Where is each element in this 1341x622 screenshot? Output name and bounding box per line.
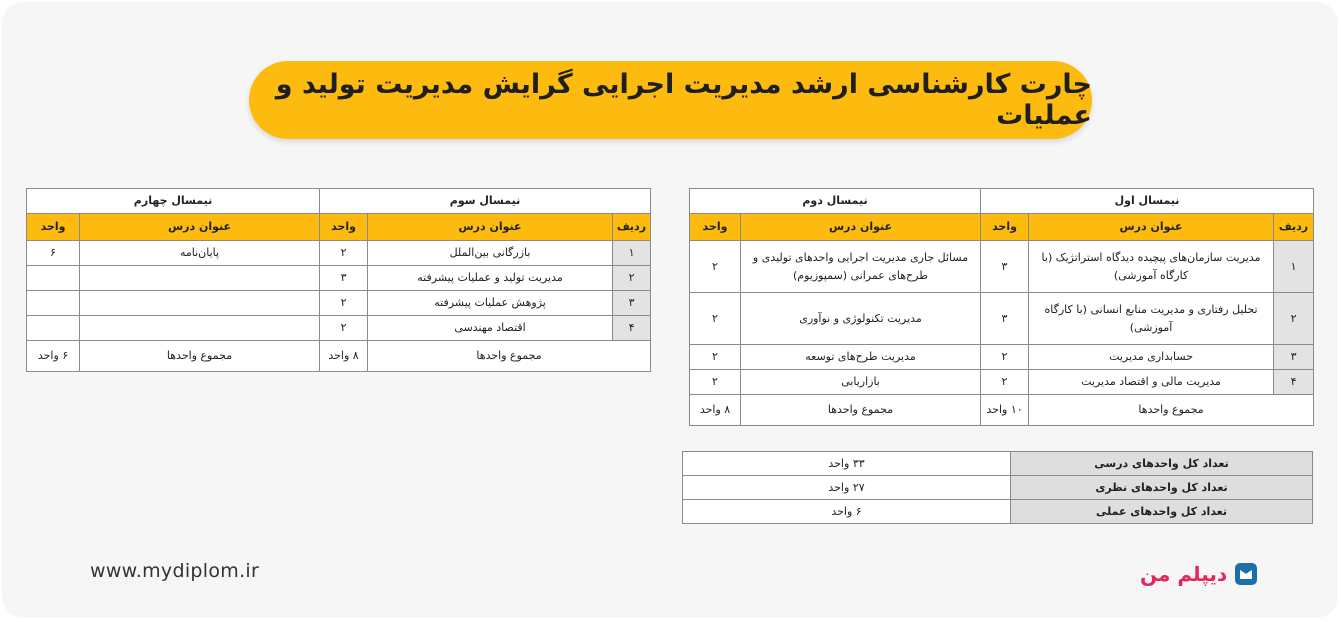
course-units bbox=[27, 316, 80, 341]
row-number: ۱ bbox=[613, 241, 651, 266]
unit-header: واحد bbox=[981, 214, 1029, 241]
course-units: ۲ bbox=[690, 241, 741, 293]
table-row bbox=[690, 345, 1314, 370]
sum-row bbox=[690, 395, 1314, 426]
semester1-heading: نیمسال اول bbox=[981, 189, 1314, 214]
row-number: ۴ bbox=[613, 316, 651, 341]
row-number: ۱ bbox=[1274, 241, 1314, 293]
page-title: چارت کارشناسی ارشد مدیریت اجرایی گرایش مدیریت تولید و عملیات bbox=[275, 69, 1092, 131]
course-header: عنوان درس bbox=[368, 214, 613, 241]
semesters-1-2-table bbox=[689, 188, 1314, 426]
total-value: ۲۷ واحد bbox=[683, 476, 1011, 500]
unit-header: واحد bbox=[320, 214, 368, 241]
total-label: تعداد کل واحدهای درسی bbox=[1011, 452, 1313, 476]
course-title: پایان‌نامه bbox=[80, 241, 320, 266]
radif-header: ردیف bbox=[613, 214, 651, 241]
course-units: ۳ bbox=[981, 293, 1029, 345]
course-header: عنوان درس bbox=[741, 214, 981, 241]
course-title: بازرگانی بین‌الملل bbox=[368, 241, 613, 266]
total-units-table bbox=[682, 451, 1313, 524]
course-title: اقتصاد مهندسی bbox=[368, 316, 613, 341]
course-units: ۳ bbox=[981, 241, 1029, 293]
course-units: ۶ bbox=[27, 241, 80, 266]
unit-header: واحد bbox=[690, 214, 741, 241]
row-number: ۲ bbox=[1274, 293, 1314, 345]
course-units: ۲ bbox=[690, 370, 741, 395]
website-url[interactable]: www.mydiplom.ir bbox=[90, 560, 260, 582]
course-header: عنوان درس bbox=[1029, 214, 1274, 241]
course-title bbox=[80, 291, 320, 316]
semester1-total: ۱۰ واحد bbox=[981, 395, 1029, 426]
course-units: ۲ bbox=[320, 241, 368, 266]
brand-name: دیپلم من bbox=[1140, 562, 1228, 586]
semester2-heading: نیمسال دوم bbox=[690, 189, 981, 214]
course-title bbox=[80, 316, 320, 341]
course-units: ۲ bbox=[320, 316, 368, 341]
semester4-total: ۶ واحد bbox=[27, 341, 80, 372]
table-row bbox=[27, 291, 651, 316]
course-title bbox=[80, 266, 320, 291]
row-number: ۴ bbox=[1274, 370, 1314, 395]
course-title: تحلیل رفتاری و مدیریت منابع انسانی (با کارگاه آموزشی) bbox=[1029, 293, 1274, 345]
course-title: مسائل جاری مدیریت اجرایی واحدهای تولیدی و طرح‌های عمرانی (سمپوزیوم) bbox=[741, 241, 981, 293]
semesters-3-4-table bbox=[26, 188, 651, 372]
course-title: مدیریت مالی و اقتصاد مدیریت bbox=[1029, 370, 1274, 395]
title-banner bbox=[249, 61, 1092, 139]
table-row bbox=[683, 476, 1313, 500]
table-row bbox=[690, 293, 1314, 345]
table-row bbox=[27, 316, 651, 341]
table-row bbox=[690, 370, 1314, 395]
sum-label: مجموع واحدها bbox=[368, 341, 651, 372]
unit-header: واحد bbox=[27, 214, 80, 241]
total-label: تعداد کل واحدهای نظری bbox=[1011, 476, 1313, 500]
row-number: ۳ bbox=[1274, 345, 1314, 370]
course-units: ۲ bbox=[690, 345, 741, 370]
sum-label: مجموع واحدها bbox=[741, 395, 981, 426]
sum-label: مجموع واحدها bbox=[80, 341, 320, 372]
table-row bbox=[683, 452, 1313, 476]
logo-icon bbox=[1235, 563, 1257, 585]
table-row bbox=[690, 241, 1314, 293]
course-units: ۲ bbox=[690, 293, 741, 345]
course-title: حسابداری مدیریت bbox=[1029, 345, 1274, 370]
table-row bbox=[683, 500, 1313, 524]
total-value: ۶ واحد bbox=[683, 500, 1011, 524]
row-number: ۳ bbox=[613, 291, 651, 316]
course-title: مدیریت تولید و عملیات پیشرفته bbox=[368, 266, 613, 291]
course-title: پژوهش عملیات پیشرفته bbox=[368, 291, 613, 316]
course-title: مدیریت سازمان‌های پیچیده دیدگاه استراتژیک (با کارگاه آموزشی) bbox=[1029, 241, 1274, 293]
course-units: ۲ bbox=[981, 370, 1029, 395]
course-units: ۲ bbox=[981, 345, 1029, 370]
semester2-total: ۸ واحد bbox=[690, 395, 741, 426]
sum-row bbox=[27, 341, 651, 372]
course-header: عنوان درس bbox=[80, 214, 320, 241]
semester4-heading: نیمسال چهارم bbox=[27, 189, 320, 214]
brand-logo bbox=[1140, 562, 1257, 586]
course-units: ۳ bbox=[320, 266, 368, 291]
row-number: ۲ bbox=[613, 266, 651, 291]
course-title: مدیریت تکنولوژی و نوآوری bbox=[741, 293, 981, 345]
total-value: ۳۳ واحد bbox=[683, 452, 1011, 476]
semester3-heading: نیمسال سوم bbox=[320, 189, 651, 214]
radif-header: ردیف bbox=[1274, 214, 1314, 241]
course-units bbox=[27, 291, 80, 316]
course-units bbox=[27, 266, 80, 291]
total-label: تعداد کل واحدهای عملی bbox=[1011, 500, 1313, 524]
table-row bbox=[27, 266, 651, 291]
sum-label: مجموع واحدها bbox=[1029, 395, 1314, 426]
course-title: بازاریابی bbox=[741, 370, 981, 395]
course-units: ۲ bbox=[320, 291, 368, 316]
semester3-total: ۸ واحد bbox=[320, 341, 368, 372]
table-row bbox=[27, 241, 651, 266]
course-title: مدیریت طرح‌های توسعه bbox=[741, 345, 981, 370]
